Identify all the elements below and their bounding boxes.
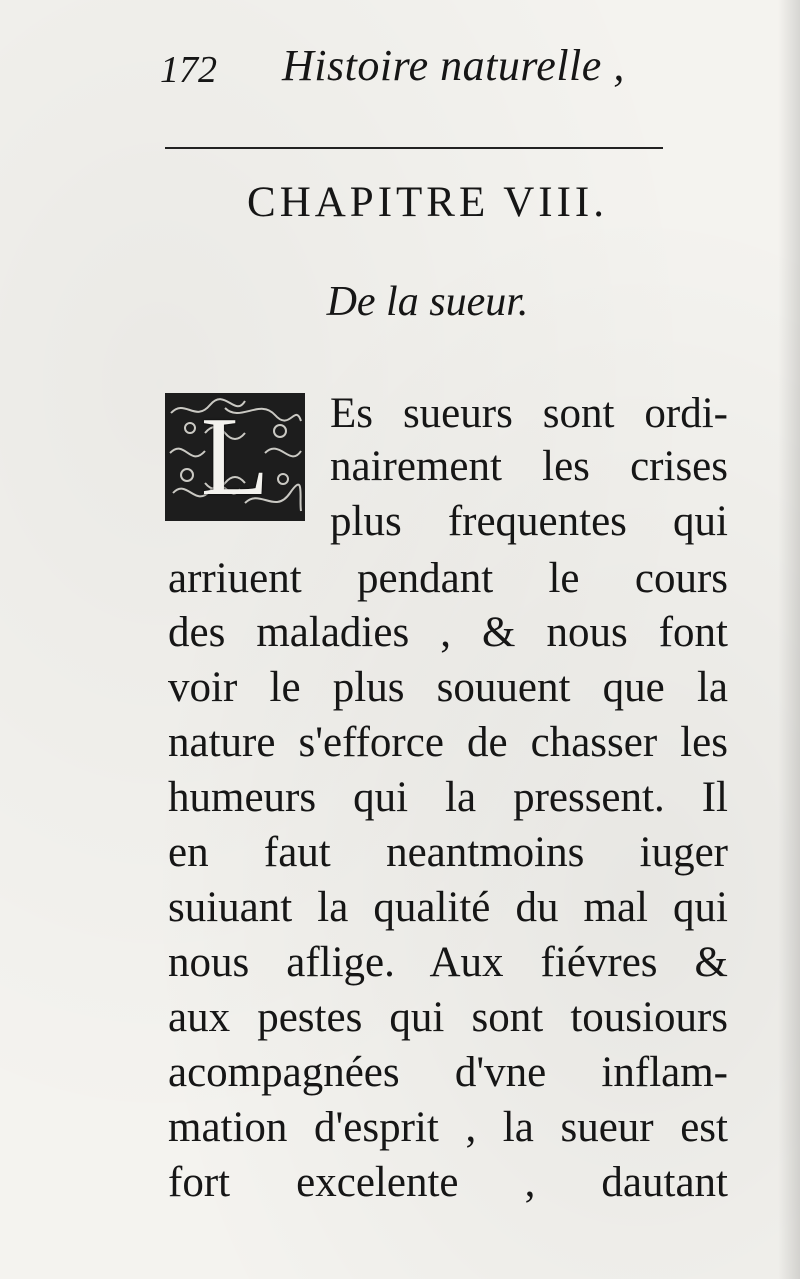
chapter-title: CHAPITRE VIII. <box>247 179 608 226</box>
body-line: nairement les crises <box>330 443 728 490</box>
chapter-subtitle: De la sueur. <box>326 279 529 325</box>
body-line: plus frequentes qui <box>330 498 728 545</box>
body-line: aux pestes qui sont tousiours <box>168 994 728 1041</box>
page-edge-shadow <box>778 0 800 1279</box>
body-line: humeurs qui la pressent. Il <box>168 774 728 821</box>
running-head <box>160 38 660 108</box>
header-rule <box>165 147 663 149</box>
running-title: Histoire naturelle , <box>282 41 625 90</box>
drop-cap-letter: L <box>200 395 270 519</box>
body-line: Es sueurs sont ordi- <box>330 390 728 437</box>
ornamental-drop-cap <box>165 393 305 521</box>
body-line: fort excelente , dautant <box>168 1159 728 1206</box>
body-line: acompagnées d'vne inflam- <box>168 1049 728 1096</box>
body-line: des maladies , & nous font <box>168 609 728 656</box>
body-line: voir le plus souuent que la <box>168 664 728 711</box>
body-line: arriuent pendant le cours <box>168 555 728 602</box>
body-line: nous aflige. Aux fiévres & <box>168 939 728 986</box>
body-line: mation d'esprit , la sueur est <box>168 1104 728 1151</box>
body-line: en faut neantmoins iuger <box>168 829 728 876</box>
body-line: suiuant la qualité du mal qui <box>168 884 728 931</box>
page-number: 172 <box>160 49 217 91</box>
body-line: nature s'efforce de chasser les <box>168 719 728 766</box>
